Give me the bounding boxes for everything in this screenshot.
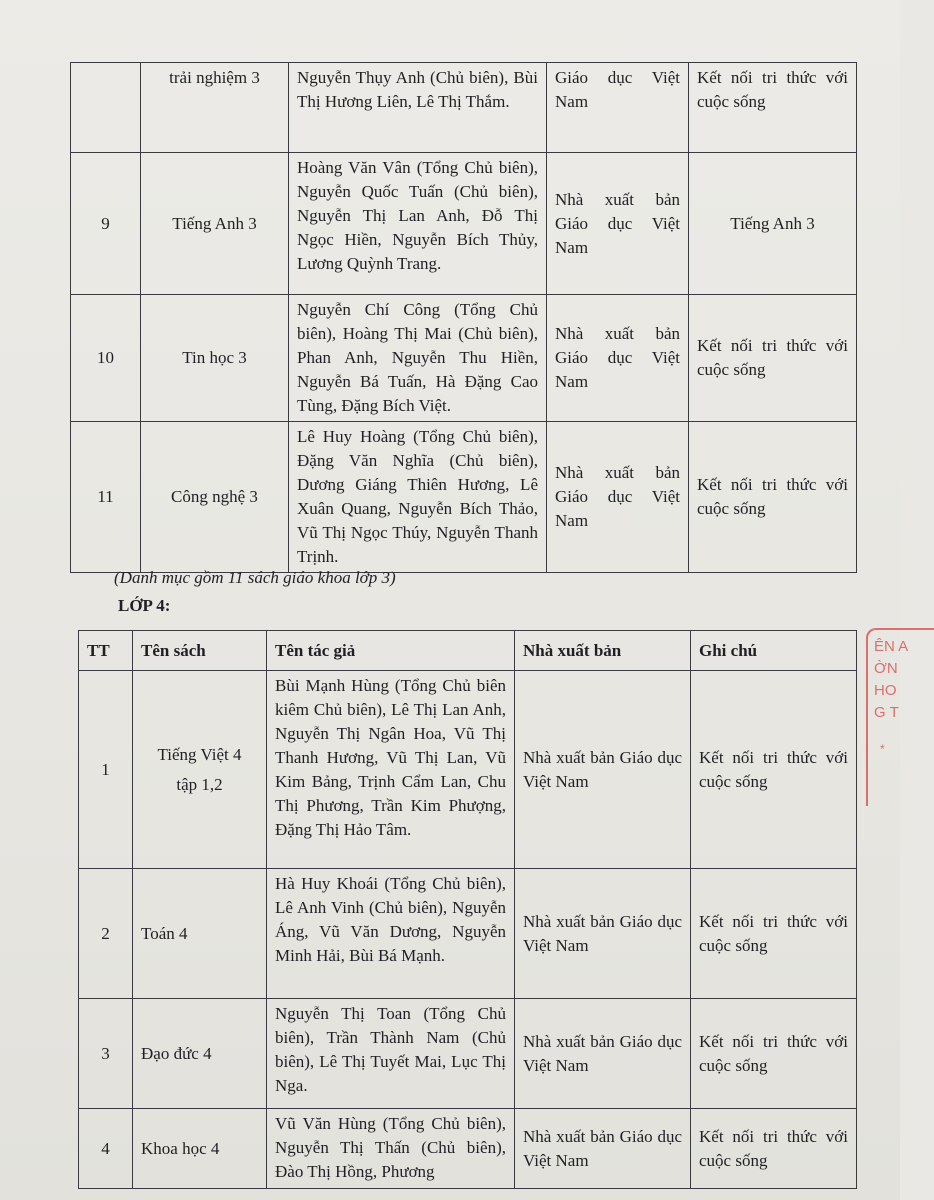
table-row <box>71 153 857 295</box>
row-number <box>71 63 141 153</box>
book-publisher: Nhà xuất bản Giáo dục Việt Nam <box>547 153 689 295</box>
book-authors: Lê Huy Hoàng (Tổng Chủ biên), Đặng Văn Nghĩa (Chủ biên), Dương Giáng Thiên Hương, Lê Xuân Quang, Nguyễn Bích Thảo, Vũ Thị Ngọc Thúy, Nguyễn Thanh Trịnh. <box>289 422 547 573</box>
stamp-text: ỜN <box>874 660 898 677</box>
book-authors: Hoàng Văn Vân (Tổng Chủ biên), Nguyễn Quốc Tuấn (Chủ biên), Nguyễn Thị Lan Anh, Đỗ Thị Ngọc Hiền, Nguyễn Bích Thủy, Lương Quỳnh Trang. <box>289 153 547 295</box>
book-note: Kết nối tri thức với cuộc sống <box>689 295 857 422</box>
stamp-text: ÊN A <box>874 638 909 655</box>
book-publisher: Nhà xuất bản Giáo dục Việt Nam <box>515 1109 691 1189</box>
row-number: 2 <box>79 869 133 999</box>
row-number: 10 <box>71 295 141 422</box>
book-publisher: Nhà xuất bản Giáo dục Việt Nam <box>547 422 689 573</box>
table-header-row <box>79 631 857 671</box>
row-number: 4 <box>79 1109 133 1189</box>
book-note: Kết nối tri thức với cuộc sống <box>691 671 857 869</box>
grade3-book-table <box>70 62 857 573</box>
book-title: Đạo đức 4 <box>133 999 267 1109</box>
book-note: Kết nối tri thức với cuộc sống <box>691 999 857 1109</box>
book-title: Công nghệ 3 <box>141 422 289 573</box>
book-note: Kết nối tri thức với cuộc sống <box>689 422 857 573</box>
stamp-text: HO <box>874 682 897 699</box>
column-header-publisher: Nhà xuất bản <box>515 631 691 671</box>
book-title: Tiếng Anh 3 <box>141 153 289 295</box>
book-title <box>133 671 267 869</box>
book-publisher: Giáo dục Việt Nam <box>547 63 689 153</box>
book-publisher: Nhà xuất bản Giáo dục Việt Nam <box>547 295 689 422</box>
book-title: Khoa học 4 <box>133 1109 267 1189</box>
book-publisher: Nhà xuất bản Giáo dục Việt Nam <box>515 999 691 1109</box>
book-note: Kết nối tri thức với cuộc sống <box>691 1109 857 1189</box>
table-row <box>79 1109 857 1189</box>
book-authors: Nguyễn Thị Toan (Tổng Chủ biên), Trần Thành Nam (Chủ biên), Lê Thị Tuyết Mai, Lục Thị Nga. <box>267 999 515 1109</box>
column-header-authors: Tên tác giả <box>267 631 515 671</box>
book-title-line: tập 1,2 <box>176 774 223 794</box>
grade3-caption: (Danh mục gồm 11 sách giáo khoa lớp 3) <box>114 568 396 587</box>
book-title: Tin học 3 <box>141 295 289 422</box>
row-number: 11 <box>71 422 141 573</box>
book-publisher: Nhà xuất bản Giáo dục Việt Nam <box>515 671 691 869</box>
table-row <box>79 671 857 869</box>
book-authors: Vũ Văn Hùng (Tổng Chủ biên), Nguyễn Thị Thấn (Chủ biên), Đào Thị Hồng, Phương <box>267 1109 515 1189</box>
book-note: Kết nối tri thức với cuộc sống <box>691 869 857 999</box>
book-note: Tiếng Anh 3 <box>689 153 857 295</box>
book-authors: Nguyễn Chí Công (Tổng Chủ biên), Hoàng Thị Mai (Chủ biên), Phan Anh, Nguyễn Thu Hiền, Nguyễn Bá Tuấn, Hà Đặng Cao Tùng, Đặng Bích Việt. <box>289 295 547 422</box>
table-row <box>79 869 857 999</box>
table-row <box>71 295 857 422</box>
grade4-heading: LỚP 4: <box>118 596 171 615</box>
column-header-tt: TT <box>79 631 133 671</box>
book-title: Toán 4 <box>133 869 267 999</box>
book-authors: Nguyễn Thụy Anh (Chủ biên), Bùi Thị Hương Liên, Lê Thị Thắm. <box>289 63 547 153</box>
table-row <box>71 422 857 573</box>
table-row <box>79 999 857 1109</box>
row-number: 3 <box>79 999 133 1109</box>
official-stamp <box>866 628 934 806</box>
book-publisher: Nhà xuất bản Giáo dục Việt Nam <box>515 869 691 999</box>
stamp-star-icon: * <box>880 742 885 756</box>
row-number: 9 <box>71 153 141 295</box>
stamp-text: G T <box>874 704 899 721</box>
row-number: 1 <box>79 671 133 869</box>
book-title: trải nghiệm 3 <box>141 63 289 153</box>
column-header-note: Ghi chú <box>691 631 857 671</box>
table-row <box>71 63 857 153</box>
book-authors: Bùi Mạnh Hùng (Tổng Chủ biên kiêm Chủ biên), Lê Thị Lan Anh, Nguyễn Thị Ngân Hoa, Vũ Thị Thanh Hương, Vũ Thị Lan, Vũ Kim Bảng, Trịnh Cẩm Lan, Chu Thị Phương, Trần Kim Phượng, Đặng Thị Hảo Tâm. <box>267 671 515 869</box>
book-authors: Hà Huy Khoái (Tổng Chủ biên), Lê Anh Vinh (Chủ biên), Nguyễn Áng, Vũ Văn Dương, Nguyễn Minh Hải, Bùi Bá Mạnh. <box>267 869 515 999</box>
book-note: Kết nối tri thức với cuộc sống <box>689 63 857 153</box>
column-header-book: Tên sách <box>133 631 267 671</box>
grade4-book-table <box>78 630 857 1189</box>
book-title-line: Tiếng Việt 4 <box>157 744 242 764</box>
